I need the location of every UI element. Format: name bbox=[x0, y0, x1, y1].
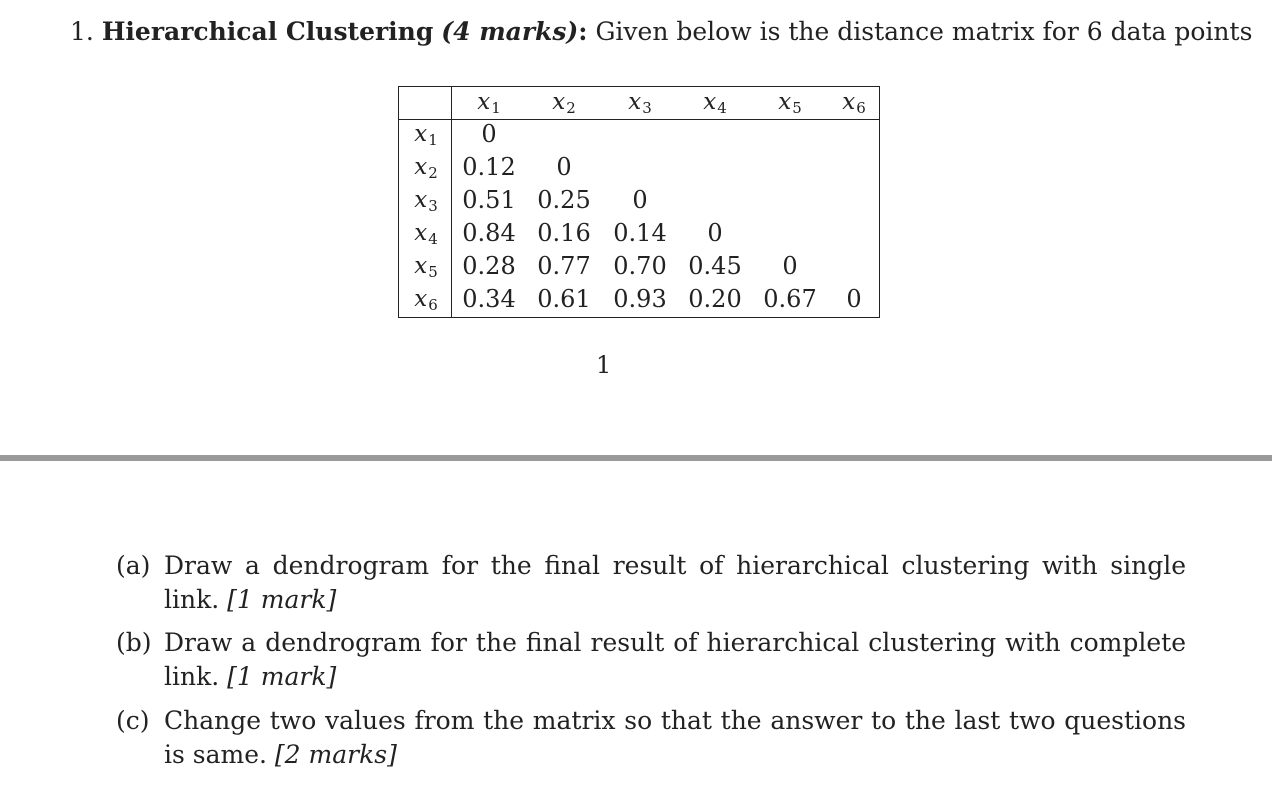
part-c-text: Change two values from the matrix so that the answer to the last two questions is same. bbox=[164, 706, 1186, 769]
part-c-label: (c) bbox=[116, 706, 150, 735]
part-b-label: (b) bbox=[116, 628, 152, 657]
column-header-x6: $x_6$ bbox=[842, 89, 866, 117]
part-b-text: Draw a dendrogram for the final result of hierarchical clustering with complete link. bbox=[164, 628, 1186, 691]
column-header-x1: $x_1$ bbox=[477, 89, 501, 117]
matrix-cell: 0.70 bbox=[613, 252, 667, 280]
matrix-cell: 0.34 bbox=[462, 285, 516, 313]
matrix-cell: 0.45 bbox=[688, 252, 742, 280]
matrix-cell: 0.84 bbox=[462, 219, 516, 247]
row-header-x2: $x_2$ bbox=[414, 154, 438, 182]
matrix-cell: 0 bbox=[556, 153, 572, 181]
matrix-cell: 0.12 bbox=[462, 153, 516, 181]
row-header-x6: $x_6$ bbox=[414, 286, 438, 314]
row-header-x5: $x_5$ bbox=[414, 253, 438, 281]
matrix-cell: 0.77 bbox=[537, 252, 591, 280]
column-header-x2: $x_2$ bbox=[552, 89, 576, 117]
column-header-x3: $x_3$ bbox=[628, 89, 652, 117]
matrix-cell: 0.20 bbox=[688, 285, 742, 313]
part-c-marks: [2 marks] bbox=[274, 740, 397, 769]
matrix-cell: 0.61 bbox=[537, 285, 591, 313]
question-title: Hierarchical Clustering bbox=[101, 17, 434, 46]
page-number: 1 bbox=[596, 351, 612, 379]
part-c bbox=[116, 704, 1186, 772]
matrix-cell: 0.67 bbox=[763, 285, 817, 313]
page-divider bbox=[0, 455, 1272, 461]
question-number: 1. bbox=[70, 17, 94, 46]
matrix-cell: 0 bbox=[632, 186, 648, 214]
matrix-cell: 0.16 bbox=[537, 219, 591, 247]
matrix-cell: 0.51 bbox=[462, 186, 516, 214]
matrix-cell: 0.28 bbox=[462, 252, 516, 280]
part-b bbox=[116, 626, 1186, 694]
matrix-cell: 0.93 bbox=[613, 285, 667, 313]
part-b-marks: [1 mark] bbox=[227, 662, 337, 691]
matrix-cell: 0 bbox=[782, 252, 798, 280]
row-header-x4: $x_4$ bbox=[414, 220, 438, 248]
question-colon: : bbox=[578, 17, 588, 46]
matrix-cell: 0 bbox=[707, 219, 723, 247]
question-marks: (4 marks) bbox=[441, 17, 579, 46]
column-header-x4: $x_4$ bbox=[703, 89, 727, 117]
part-a bbox=[116, 549, 1186, 617]
row-header-x3: $x_3$ bbox=[414, 187, 438, 215]
distance-matrix-table bbox=[398, 86, 880, 318]
matrix-cell: 0.25 bbox=[537, 186, 591, 214]
matrix-cell: 0.14 bbox=[613, 219, 667, 247]
question-heading bbox=[70, 14, 1253, 50]
question-text: Given below is the distance matrix for 6 data points bbox=[595, 17, 1253, 46]
part-a-label: (a) bbox=[116, 551, 151, 580]
matrix-cell: 0 bbox=[846, 285, 862, 313]
column-header-x5: $x_5$ bbox=[778, 89, 802, 117]
part-a-marks: [1 mark] bbox=[227, 585, 337, 614]
part-a-text: Draw a dendrogram for the final result of hierarchical clustering with single link. bbox=[164, 551, 1186, 614]
matrix-cell: 0 bbox=[481, 120, 497, 148]
row-header-x1: $x_1$ bbox=[414, 121, 438, 149]
